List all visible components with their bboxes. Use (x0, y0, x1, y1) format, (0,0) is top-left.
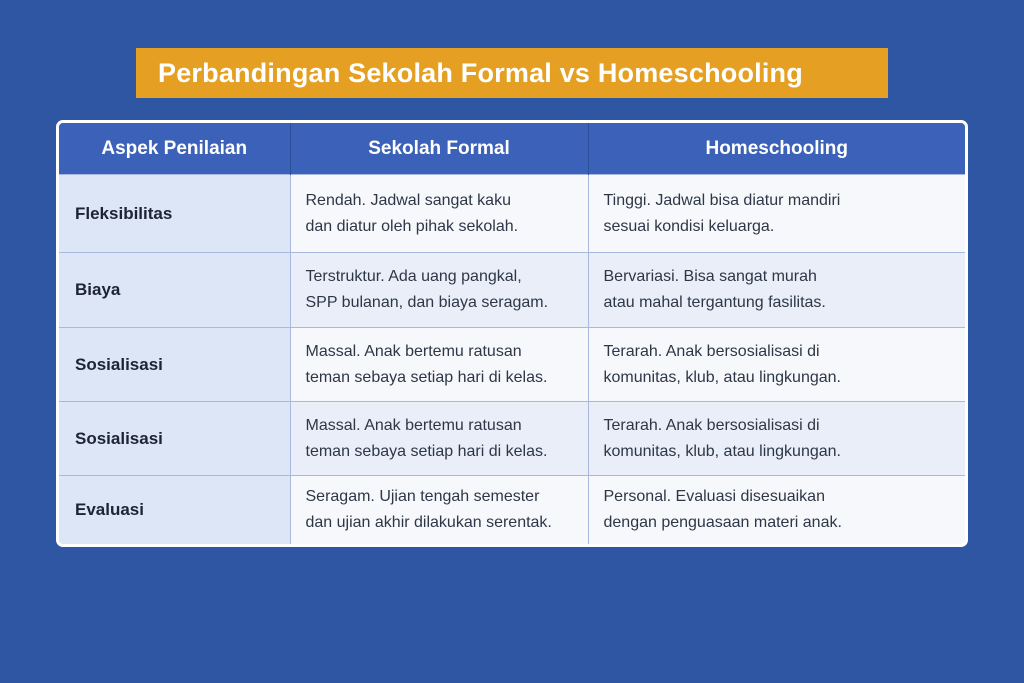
cell-text: sesuai kondisi keluarga. (603, 217, 775, 235)
cell-text: Bervariasi. Bisa sangat murah (603, 268, 817, 285)
header-formal-school: Sekolah Formal (290, 123, 588, 175)
cell-text: Rendah. Jadwal sangat kaku (305, 191, 511, 209)
header-homeschooling: Homeschooling (588, 123, 965, 175)
cell-text: Massal. Anak bertemu ratusan (305, 416, 522, 434)
formal-cell (290, 402, 588, 476)
cell-text: dan diatur oleh pihak sekolah. (305, 217, 519, 235)
cell-text: teman sebaya setiap hari di kelas. (305, 368, 548, 386)
aspect-cell: Sosialisasi (59, 402, 290, 476)
cell-text: SPP bulanan, dan biaya seragam. (305, 294, 549, 311)
cell-text: dengan penguasaan materi anak. (603, 514, 842, 531)
formal-cell (290, 476, 588, 545)
formal-cell (290, 328, 588, 402)
cell-text: komunitas, klub, atau lingkungan. (603, 442, 841, 460)
table-header-row (59, 123, 965, 175)
formal-cell (290, 253, 588, 328)
aspect-cell: Fleksibilitas (59, 175, 290, 253)
page-title: Perbandingan Sekolah Formal vs Homeschooling (158, 57, 803, 88)
home-cell (588, 476, 965, 545)
comparison-table (59, 123, 965, 544)
home-cell (588, 253, 965, 328)
table-row (59, 476, 965, 545)
home-cell (588, 175, 965, 253)
table-row (59, 402, 965, 476)
formal-cell (290, 175, 588, 253)
aspect-cell: Evaluasi (59, 476, 290, 545)
cell-text: Seragam. Ujian tengah semester (305, 488, 540, 505)
cell-text: teman sebaya setiap hari di kelas. (305, 442, 548, 460)
cell-text: komunitas, klub, atau lingkungan. (603, 368, 841, 386)
title-banner (136, 48, 888, 98)
table-row (59, 253, 965, 328)
cell-text: dan ujian akhir dilakukan serentak. (305, 514, 552, 531)
header-aspect: Aspek Penilaian (59, 123, 290, 175)
cell-text: Tinggi. Jadwal bisa diatur mandiri (603, 191, 841, 209)
cell-text: atau mahal tergantung fasilitas. (603, 294, 826, 311)
aspect-cell: Biaya (59, 253, 290, 328)
home-cell (588, 328, 965, 402)
comparison-table-frame (56, 120, 968, 547)
cell-text: Terarah. Anak bersosialisasi di (603, 342, 820, 360)
table-row (59, 328, 965, 402)
cell-text: Terarah. Anak bersosialisasi di (603, 416, 820, 434)
table-row (59, 175, 965, 253)
cell-text: Personal. Evaluasi disesuaikan (603, 488, 825, 505)
home-cell (588, 402, 965, 476)
cell-text: Massal. Anak bertemu ratusan (305, 342, 522, 360)
cell-text: Terstruktur. Ada uang pangkal, (305, 268, 522, 285)
aspect-cell: Sosialisasi (59, 328, 290, 402)
